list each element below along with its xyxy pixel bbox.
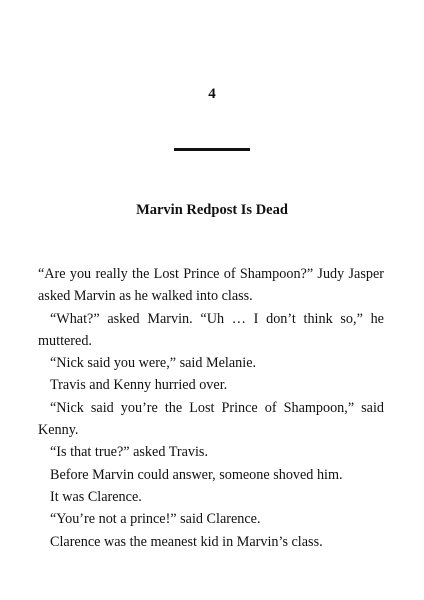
chapter-title: Marvin Redpost Is Dead: [136, 202, 288, 218]
paragraph: “Nick said you’re the Lost Prince of Shampoon,” said Kenny.: [38, 399, 384, 439]
paragraph: “Nick said you were,” said Melanie.: [50, 355, 257, 372]
paragraph: It was Clarence.: [50, 488, 142, 505]
paragraph: “What?” asked Marvin. “Uh … I don’t think so,” he muttered.: [38, 310, 384, 349]
paragraph: “Are you really the Lost Prince of Shampoon?” Judy Jasper asked Marvin as he walked into class.: [38, 266, 384, 305]
paragraph: Before Marvin could answer, someone shoved him.: [50, 466, 343, 483]
chapter-body: [38, 263, 384, 553]
paragraph: Clarence was the meanest kid in Marvin’s class.: [50, 533, 323, 550]
paragraph: Travis and Kenny hurried over.: [50, 377, 228, 394]
chapter-divider-rule: [174, 148, 250, 151]
chapter-number: 4: [208, 86, 216, 102]
paragraph: “Is that true?” asked Travis.: [50, 444, 208, 461]
paragraph: “You’re not a prince!” said Clarence.: [50, 511, 261, 528]
